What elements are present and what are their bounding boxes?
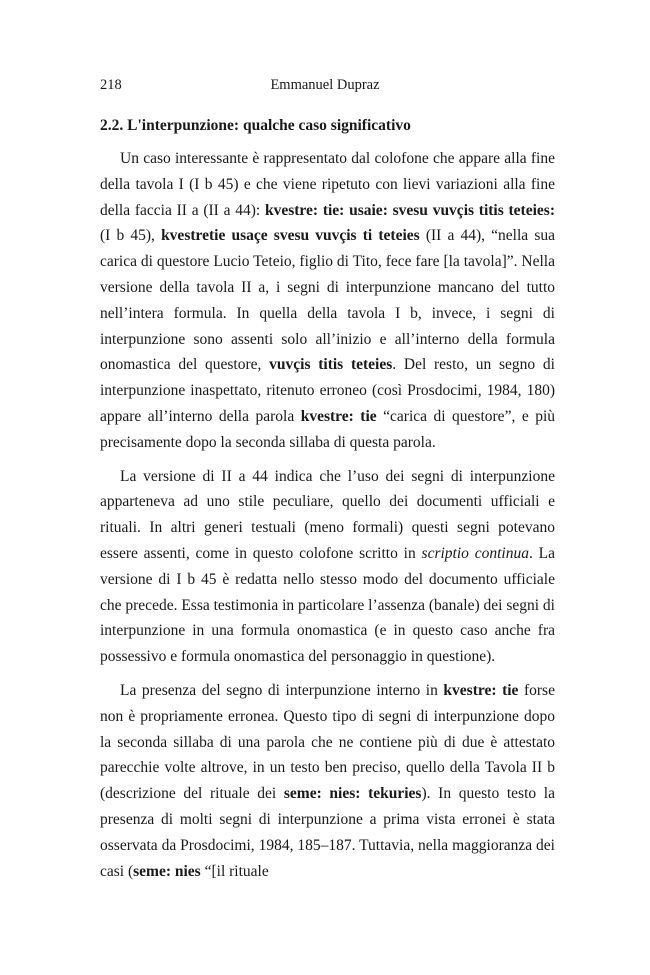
paragraph	[100, 678, 555, 884]
section-title: 2.2. L'interpunzione: qualche caso significativo	[100, 117, 411, 134]
body-text	[100, 146, 555, 892]
text-run: “[il rituale	[200, 862, 269, 880]
text-run: (II a 44), “nella sua carica di questore Lucio Teteio, figlio di Tito, fece fare [la tavola]”. Nella versione della tavola II a, i segni di interpunzione mancano del tutto nell’intera formula. In quella della tavola I b, invece, i segni di interpunzione sono assenti solo all’inizio e all’interno della formula onomastica del questore,	[100, 227, 555, 374]
text-run: . Del resto, un segno di interpunzione inaspettato, ritenuto erroneo (così Prosdocimi, 1984, 180) appare all’interno della parola	[100, 356, 555, 425]
bold-term: seme: nies: tekuries	[283, 785, 422, 803]
text-run: ). In questo testo la presenza di molti segni di interpunzione a prima vista erronei è stata osservata da Prosdocimi, 1984, 185–187. Tuttavia, nella maggioranza dei casi (	[100, 785, 555, 880]
italic-term: scriptio continua	[421, 544, 529, 562]
text-run: Un caso interessante è rappresentato dal colofone che appare alla fine della tavola I (I b 45) e che viene ripetuto con lievi variazioni alla fine della faccia II a (II a 44):	[100, 150, 555, 219]
page-number: 218	[100, 77, 122, 93]
running-title-author: Emmanuel Dupraz	[270, 77, 380, 93]
text-run: . La versione di I b 45 è redatta nello stesso modo del documento ufficiale che precede. Essa testimonia in particolare l’assenza (banale) dei segni di interpunzione in una formula onomastica (e in questo caso anche fra possessivo e formula onomastica del personaggio in questione).	[100, 544, 555, 666]
text-run: (I b 45),	[100, 227, 162, 245]
paragraph	[100, 464, 555, 670]
text-run: forse non è propriamente erronea. Questo tipo di segni di interpunzione dopo la seconda sillaba di una parola che ne contiene più di due è attestato parecchie volte altrove, in un testo ben preciso, quello della Tavola II b (descrizione del rituale dei	[100, 681, 555, 803]
bold-term: vuvçis titis teteies	[269, 356, 393, 374]
bold-term: kvestre: tie	[300, 407, 377, 425]
bold-term: seme: nies	[133, 862, 201, 880]
bold-term: kvestretie usaçe svesu vuvçis ti teteies	[161, 227, 420, 245]
text-run: La presenza del segno di interpunzione interno in	[120, 681, 444, 699]
running-head	[100, 77, 550, 97]
bold-term: kvestre: tie: usaie: svesu vuvçis titis teteies:	[264, 201, 555, 219]
text-run: “carica di questore”, e più precisamente dopo la seconda sillaba di questa parola.	[100, 407, 555, 451]
text-run: La versione di II a 44 indica che l’uso dei segni di interpunzione apparteneva ad uno stile peculiare, quello dei documenti ufficiali e rituali. In altri generi testuali (meno formali) questi segni potevano essere assenti, come in questo colofone scritto in	[100, 467, 555, 562]
bold-term: kvestre: tie	[443, 681, 519, 699]
paragraph	[100, 146, 555, 456]
